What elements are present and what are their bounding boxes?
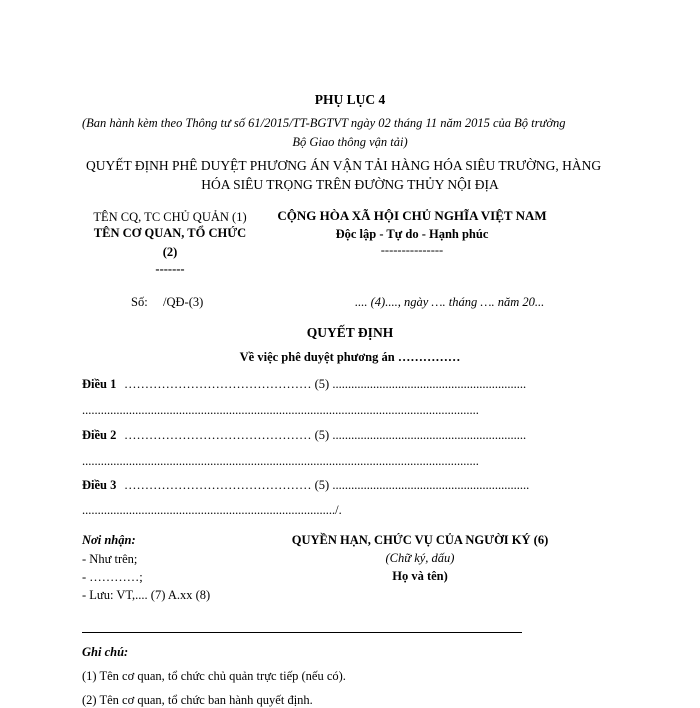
national-motto: Độc lập - Tự do - Hạnh phúc [335,227,489,241]
national-title: CỘNG HÒA XÃ HỘI CHỦ NGHĨA VIỆT NAM [277,208,547,223]
recipient-item: - Lưu: VT,.... (7) A.xx (8) [82,588,211,602]
recipient-item: - …………; [82,570,143,584]
agency-name-note: (2) [162,245,178,259]
right-header-separator: --------------- [380,243,444,257]
footnotes-title: Ghi chú: [82,645,129,659]
article-label: Điều 2 [82,428,117,442]
article-content-continuation: ............................................................................................................................... [82,454,479,468]
footnote-item: (1) Tên cơ quan, tổ chức chủ quản trực tiếp (nếu có). [82,669,346,683]
decision-heading-line2: HÓA SIÊU TRỌNG TRÊN ĐƯỜNG THỦY NỘI ĐỊA [201,177,499,192]
footnote-separator [82,632,522,633]
signature-note: (Chữ ký, dấu) [385,551,455,565]
signer-title: QUYỀN HẠN, CHỨC VỤ CỦA NGƯỜI KÝ (6) [291,533,549,547]
decision-subject: Về việc phê duyệt phương án …………… [239,350,461,364]
article-label: Điều 3 [82,478,117,492]
article-content: ……………………………………… (5) .............................................................. [124,377,527,391]
left-header-separator: ------- [155,262,185,276]
decision-heading-line1: QUYẾT ĐỊNH PHÊ DUYỆT PHƯƠNG ÁN VẬN TẢI HÀNG HÓA SIÊU TRƯỜNG, HÀNG [86,158,602,173]
footnote-item: (2) Tên cơ quan, tổ chức ban hành quyết định. [82,693,313,707]
decision-title: QUYẾT ĐỊNH [306,325,394,340]
appendix-title: PHỤ LỤC 4 [314,92,386,107]
recipient-item: - Như trên; [82,552,138,566]
place-date: .... (4)...., ngày …. tháng …. năm 20... [355,295,545,309]
document-number-label: Số: [131,295,148,309]
agency-name: TÊN CƠ QUAN, TỔ CHỨC [93,226,247,240]
document-number-value: /QĐ-(3) [163,295,204,309]
article-label: Điều 1 [82,377,117,391]
closing-dots: ................................................................................./. [82,503,342,517]
article-content-continuation: ............................................................................................................................... [82,403,479,417]
signer-name: Họ và tên) [392,569,448,583]
parent-agency-name: TÊN CQ, TC CHỦ QUẢN (1) [93,210,247,224]
appendix-note-line2: Bộ Giao thông vận tải) [292,135,408,149]
recipients-title: Nơi nhận: [82,533,136,547]
article-content: ……………………………………… (5) .............................................................. [124,428,527,442]
appendix-note-line1: (Ban hành kèm theo Thông tư số 61/2015/TT-BGTVT ngày 02 tháng 11 năm 2015 của Bộ trưởng [82,116,566,130]
article-content: ……………………………………… (5) ............................................................... [124,478,530,492]
